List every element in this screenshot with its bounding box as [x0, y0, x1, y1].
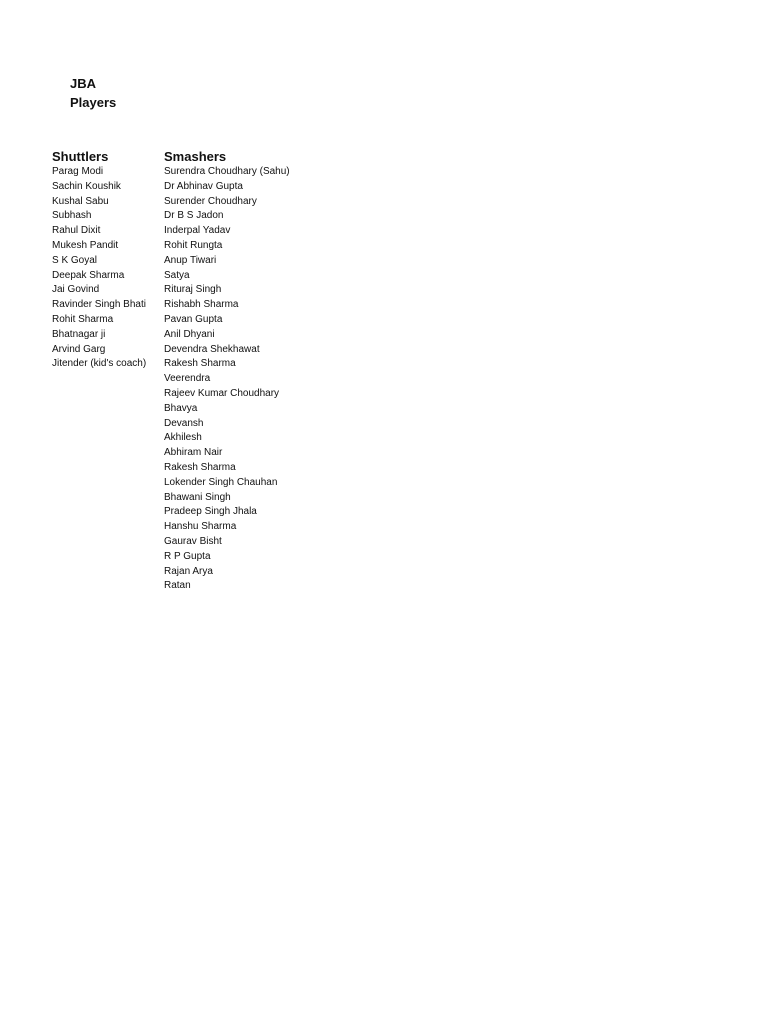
player-name: Arvind Garg [52, 343, 106, 355]
player-name: Surender Choudhary [164, 195, 257, 207]
player-name: Sachin Koushik [52, 180, 121, 192]
player-name: Hanshu Sharma [164, 521, 237, 533]
page-title: Players [70, 95, 117, 110]
player-name: Jai Govind [52, 284, 100, 296]
player-name: Rakesh Sharma [164, 461, 236, 473]
org-name: JBA [70, 76, 97, 91]
player-name: Devansh [164, 417, 204, 429]
player-name: Pavan Gupta [164, 313, 223, 325]
player-list [164, 165, 290, 594]
player-list [52, 165, 146, 372]
player-name: Parag Modi [52, 166, 104, 177]
player-name: Surendra Choudhary (Sahu) [164, 166, 290, 177]
player-name: Rahul Dixit [52, 225, 101, 237]
player-name: Anil Dhyani [164, 328, 215, 340]
player-name: Inderpal Yadav [164, 225, 231, 237]
player-name: Rishabh Sharma [164, 299, 239, 311]
player-name: Jitender (kid's coach) [52, 358, 147, 370]
player-name: Pradeep Singh Jhala [164, 506, 257, 518]
player-name: Devendra Shekhawat [164, 343, 260, 355]
player-name: Veerendra [164, 373, 211, 385]
player-name: Dr Abhinav Gupta [164, 180, 243, 192]
player-name: Bhatnagar ji [52, 328, 106, 340]
player-name: Satya [164, 269, 190, 281]
player-name: Rohit Sharma [52, 313, 114, 325]
player-name: Abhiram Nair [164, 447, 223, 459]
team-column-shuttlers [52, 148, 146, 372]
player-name: Mukesh Pandit [52, 239, 119, 251]
team-title: Shuttlers [52, 149, 109, 164]
player-name: Akhilesh [164, 432, 202, 444]
player-name: Bhawani Singh [164, 491, 231, 503]
player-name: Lokender Singh Chauhan [164, 476, 278, 488]
player-name: Rajan Arya [164, 565, 213, 577]
team-title: Smashers [164, 149, 227, 164]
player-name: Subhash [52, 210, 92, 222]
player-name: Rohit Rungta [164, 239, 223, 251]
player-name: Ratan [164, 580, 191, 592]
player-name: Dr B S Jadon [164, 210, 224, 222]
player-name: S K Goyal [52, 254, 98, 266]
player-name: Gaurav Bisht [164, 535, 222, 547]
player-name: Rakesh Sharma [164, 358, 236, 370]
player-name: Anup Tiwari [164, 254, 217, 266]
team-column-smashers [164, 148, 290, 594]
player-name: Bhavya [164, 402, 198, 414]
player-name: Kushal Sabu [52, 195, 109, 207]
document-header [70, 74, 116, 112]
player-name: R P Gupta [164, 550, 211, 562]
player-name: Rajeev Kumar Choudhary [164, 387, 280, 399]
player-name: Rituraj Singh [164, 284, 222, 296]
player-name: Deepak Sharma [52, 269, 125, 281]
player-name: Ravinder Singh Bhati [52, 299, 146, 311]
